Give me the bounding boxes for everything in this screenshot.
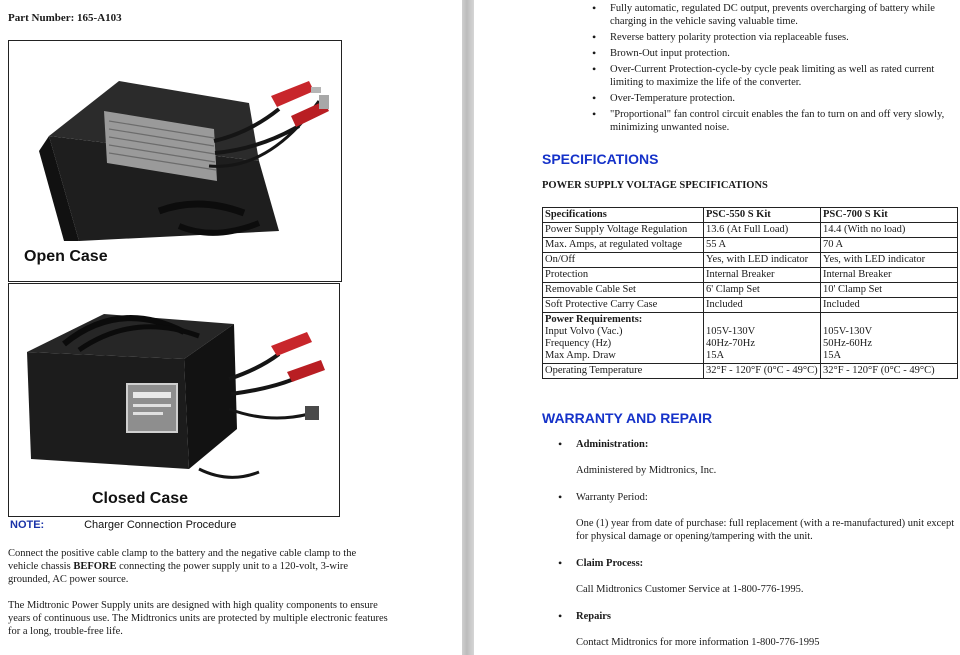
table-cell: Removable Cable Set [543,283,704,298]
part-number: Part Number: 165-A103 [8,12,122,24]
page-gutter [462,0,474,655]
warranty-item-body: One (1) year from date of purchase: full replacement (with a re-manufactured) unit except for physical damage or opening/tampering with the unit. [576,518,955,542]
warranty-item-label: • Repairs [576,611,611,622]
table-cell: Operating Temperature [543,364,704,379]
list-item: • Brown-Out input protection. [588,47,960,60]
warranty-item-body: Contact Midtronics for more information 1-800-776-1995 [576,637,820,648]
connection-text-start: Connect the positive cable clamp to the battery and the negative cable clamp to the vehicle chassis [8,548,357,572]
table-cell: Soft Protective Carry Case [543,298,704,313]
table-cell: On/Off [543,253,704,268]
table-cell [543,313,704,364]
warranty-item-label: • Claim Process: [576,558,644,569]
table-cell: 32°F - 120°F (0°C - 49°C) [704,364,821,379]
table-header-row [543,208,958,223]
table-row [543,253,958,268]
table-cell: Protection [543,268,704,283]
header-cell: Specifications [543,208,704,223]
warranty-item-body: Call Midtronics Customer Service at 1-800-776-1995. [576,584,804,595]
table-cell: 32°F - 120°F (0°C - 49°C) [821,364,958,379]
warranty-heading: WARRANTY AND REPAIR [542,410,713,426]
list-item: • "Proportional" fan control circuit enables the fan to turn on and off very slowly, minimizing unwanted noise. [588,108,960,134]
table-row [543,223,958,238]
power-requirements-row [543,313,958,364]
psc550-max-amp: 15A [706,350,725,361]
voltage-spec-subheading: POWER SUPPLY VOLTAGE SPECIFICATIONS [542,180,768,191]
list-item: • Over-Temperature protection. [588,92,960,105]
table-row [543,283,958,298]
input-voltage-label: Input Volvo (Vac.) [545,326,623,337]
table-cell: Internal Breaker [821,268,958,283]
table-cell: 14.4 (With no load) [821,223,958,238]
header-cell: PSC-700 S Kit [821,208,958,223]
right-page [474,0,960,655]
list-item [558,610,958,649]
connection-text-end: connecting the power supply unit to a 120-volt, 3-wire grounded, AC power source. [8,561,349,585]
psc700-frequency: 50Hz-60Hz [823,338,872,349]
table-cell: 10' Clamp Set [821,283,958,298]
open-case-illustration [9,41,341,281]
list-item [558,438,958,477]
table-cell: Yes, with LED indicator [704,253,821,268]
psc700-input-voltage: 105V-130V [823,326,873,337]
table-row [543,268,958,283]
warranty-item-label: • Administration: [576,439,649,450]
list-item: • Fully automatic, regulated DC output, prevents overcharging of battery while charging in the vehicle saving valuable time. [588,2,960,28]
closed-case-caption: Closed Case [92,490,189,507]
list-item: • Reverse battery polarity protection via replaceable fuses. [588,31,960,44]
table-cell: Power Supply Voltage Regulation [543,223,704,238]
specifications-table [542,207,958,379]
power-requirements-label: Power Requirements: [545,314,643,325]
frequency-label: Frequency (Hz) [545,338,612,349]
table-row [543,298,958,313]
table-cell: Internal Breaker [704,268,821,283]
list-item: • Over-Current Protection-cycle-by cycle peak limiting as well as rated current limiting to maximize the life of the converter. [588,63,960,89]
table-cell: 6' Clamp Set [704,283,821,298]
note-label: NOTE: [10,519,45,531]
warranty-item-label: • Warranty Period: [576,492,648,503]
note-title: Charger Connection Procedure [84,519,237,531]
table-cell: 70 A [821,238,958,253]
table-cell: 13.6 (At Full Load) [704,223,821,238]
table-cell: Included [704,298,821,313]
specifications-heading: SPECIFICATIONS [542,151,659,167]
connection-paragraph [8,547,388,586]
psc700-max-amp: 15A [823,350,842,361]
psc550-frequency: 40Hz-70Hz [706,338,755,349]
list-item [558,491,958,543]
table-cell: 55 A [704,238,821,253]
psc550-input-voltage: 105V-130V [706,326,756,337]
max-amp-label: Max Amp. Draw [545,350,616,361]
open-case-caption: Open Case [24,248,108,265]
table-cell: Yes, with LED indicator [821,253,958,268]
table-cell [821,313,958,364]
closed-case-photo [8,283,340,517]
note-row [10,519,236,531]
warranty-item-body: Administered by Midtronics, Inc. [576,465,717,476]
operating-temperature-row [543,364,958,379]
protection-paragraph: The Midtronic Power Supply units are designed with high quality components to ensure years of continuous use. The Midtronics units are protected by multiple electronic features for a long, trouble-free life. [8,600,388,637]
list-item [558,557,958,596]
open-case-photo [8,40,342,282]
feature-list [588,2,960,137]
table-row [543,238,958,253]
table-cell: Max. Amps, at regulated voltage [543,238,704,253]
table-cell [704,313,821,364]
warranty-list [558,438,958,655]
table-cell: Included [821,298,958,313]
connection-text-bold: BEFORE [73,561,117,572]
closed-case-illustration [9,284,339,516]
header-cell: PSC-550 S Kit [704,208,821,223]
left-page [0,0,462,655]
